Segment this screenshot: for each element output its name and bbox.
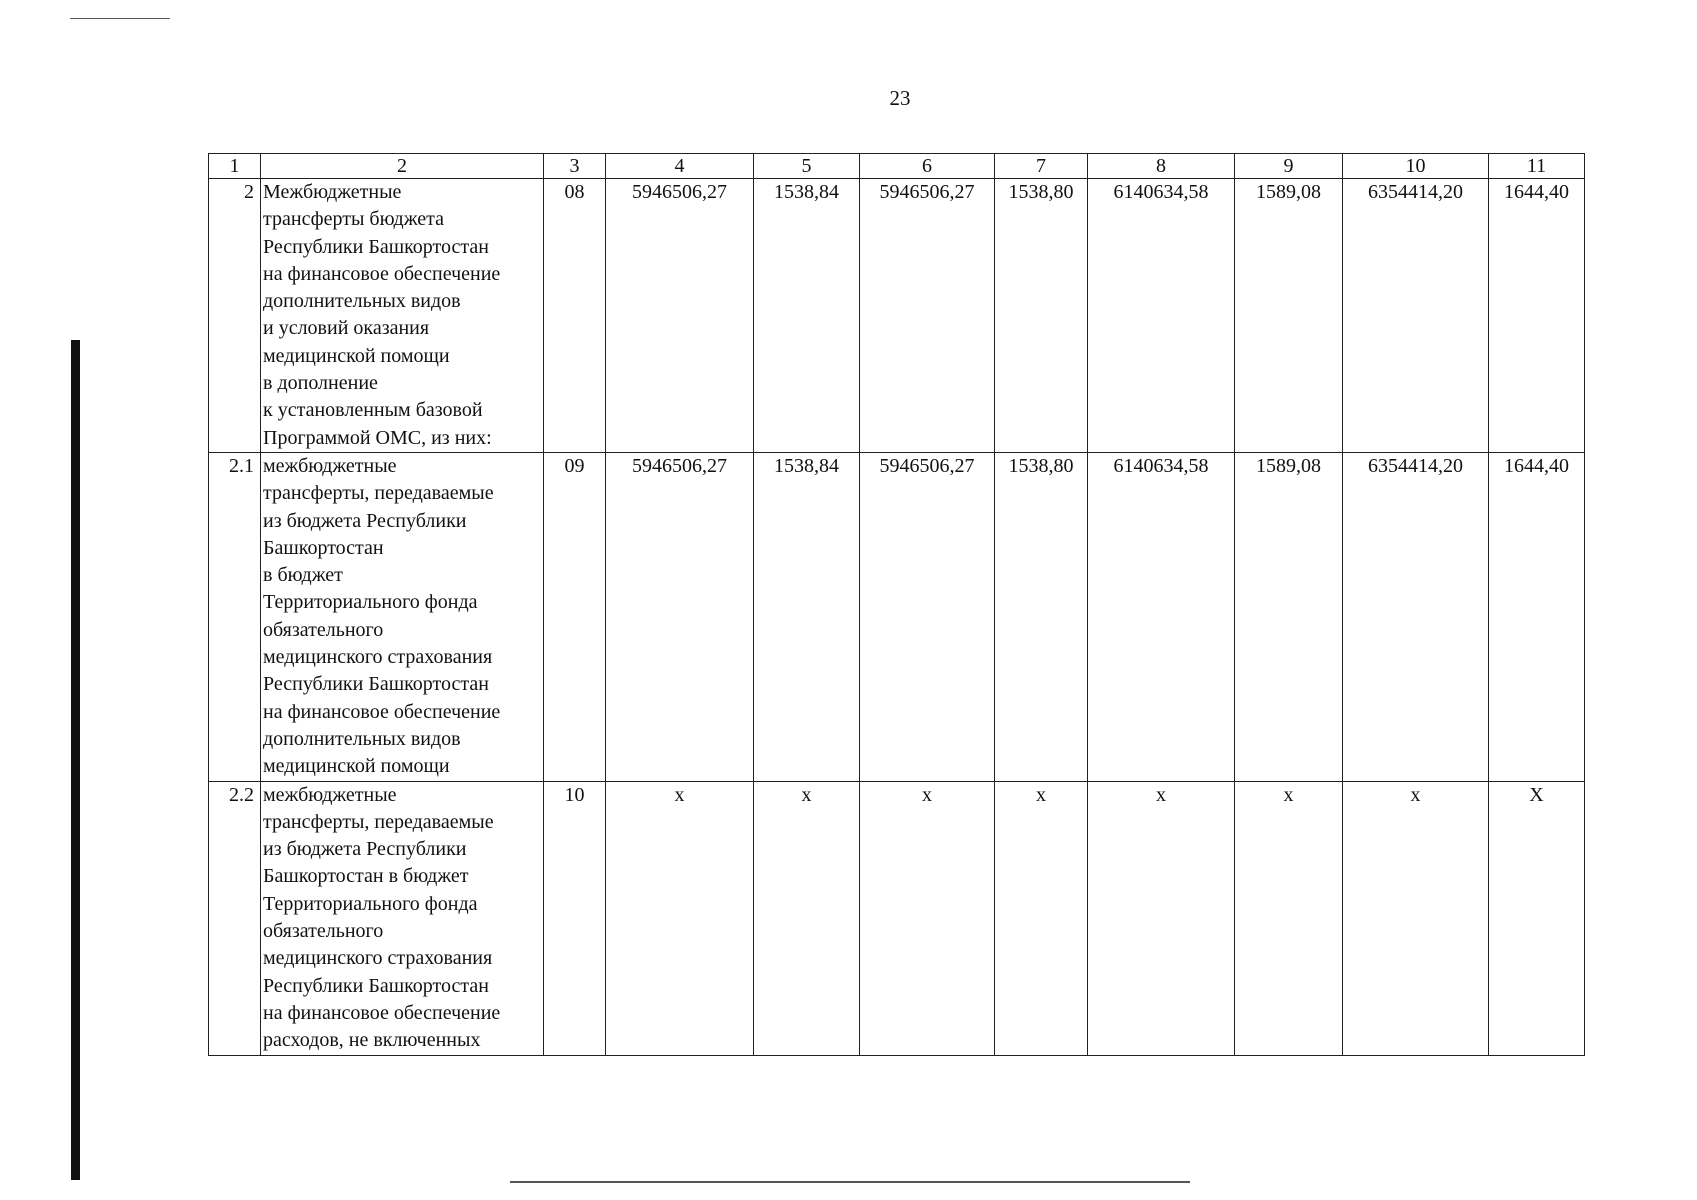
description-line: медицинской помощи: [263, 344, 450, 367]
header-cell: 10: [1343, 154, 1489, 179]
description-line: на финансовое обеспечение: [263, 700, 501, 723]
value-cell: 6354414,20: [1343, 453, 1489, 782]
value-cell: 1644,40: [1489, 179, 1585, 453]
value-cell: 5946506,27: [606, 179, 754, 453]
header-cell: 8: [1088, 154, 1235, 179]
header-cell: 7: [995, 154, 1088, 179]
value-cell: 5946506,27: [606, 453, 754, 782]
description-line: к установленным базовой: [263, 399, 483, 422]
header-cell: 9: [1235, 154, 1343, 179]
value-cell: 6354414,20: [1343, 179, 1489, 453]
value-cell: x: [995, 781, 1088, 1055]
header-cell: 3: [544, 154, 606, 179]
description-line: на финансовое обеспечение: [263, 1001, 501, 1024]
table-row: [209, 781, 1585, 1055]
value-cell: x: [606, 781, 754, 1055]
description-line: дополнительных видов: [263, 727, 461, 750]
description-line: из бюджета Республики: [263, 509, 467, 532]
value-cell: 1538,80: [995, 179, 1088, 453]
description-line: Территориального фонда: [263, 591, 478, 614]
header-cell: 6: [860, 154, 995, 179]
description-line: медицинского страхования: [263, 646, 493, 669]
description-line: в бюджет: [263, 564, 343, 587]
header-cell: 11: [1489, 154, 1585, 179]
table-row: [209, 179, 1585, 453]
value-cell: 1538,84: [754, 179, 860, 453]
row-description: [261, 179, 544, 453]
value-cell: 5946506,27: [860, 179, 995, 453]
value-cell: 1589,08: [1235, 179, 1343, 453]
row-number: 2.1: [209, 453, 261, 782]
value-cell: 6140634,58: [1088, 453, 1235, 782]
value-cell: x: [860, 781, 995, 1055]
page-number: 23: [889, 86, 911, 110]
value-cell: x: [754, 781, 860, 1055]
row-number: 2: [209, 179, 261, 453]
description-line: Территориального фонда: [263, 892, 478, 915]
description-line: межбюджетные: [263, 455, 397, 477]
value-cell: 5946506,27: [860, 453, 995, 782]
description-line: Республики Башкортостан: [263, 673, 489, 696]
value-cell: X: [1489, 781, 1585, 1055]
description-line: межбюджетные: [263, 783, 397, 806]
table-row: [209, 453, 1585, 782]
description-line: обязательного: [263, 920, 384, 943]
description-line: трансферты, передаваемые: [263, 810, 494, 833]
table-header-row: [209, 154, 1585, 179]
description-line: обязательного: [263, 618, 384, 641]
description-line: из бюджета Республики: [263, 838, 467, 861]
value-cell: x: [1235, 781, 1343, 1055]
description-line: дополнительных видов: [263, 290, 461, 313]
description-line: расходов, не включенных: [263, 1029, 481, 1052]
value-cell: 1589,08: [1235, 453, 1343, 782]
description-line: Республики Башкортостан: [263, 235, 489, 258]
row-code: 10: [544, 781, 606, 1055]
description-line: Башкортостан в бюджет: [263, 865, 469, 888]
description-line: на финансовое обеспечение: [263, 262, 501, 285]
description-line: медицинского страхования: [263, 947, 493, 970]
header-cell: 2: [261, 154, 544, 179]
value-cell: 1644,40: [1489, 453, 1585, 782]
value-cell: x: [1088, 781, 1235, 1055]
row-description: [261, 781, 544, 1055]
scan-artifact-bottom-line: [510, 1181, 1190, 1183]
description-line: трансферты, передаваемые: [263, 482, 494, 505]
description-line: в дополнение: [263, 372, 378, 395]
description-line: Республики Башкортостан: [263, 974, 489, 997]
budget-table: [208, 153, 1585, 1056]
row-description: [261, 453, 544, 782]
row-code: 08: [544, 179, 606, 453]
scan-artifact-top-line: [70, 18, 170, 19]
row-code: 09: [544, 453, 606, 782]
value-cell: 1538,84: [754, 453, 860, 782]
header-cell: 4: [606, 154, 754, 179]
description-line: Башкортостан: [263, 536, 384, 559]
value-cell: 1538,80: [995, 453, 1088, 782]
header-cell: 5: [754, 154, 860, 179]
header-cell: 1: [209, 154, 261, 179]
description-line: трансферты бюджета: [263, 208, 445, 231]
scan-artifact-left-bar: [71, 340, 80, 1180]
row-number: 2.2: [209, 781, 261, 1055]
value-cell: 6140634,58: [1088, 179, 1235, 453]
description-line: Программой ОМС, из них:: [263, 426, 492, 449]
description-line: и условий оказания: [263, 317, 430, 340]
description-line: медицинской помощи: [263, 755, 450, 778]
description-line: Межбюджетные: [263, 181, 402, 203]
value-cell: x: [1343, 781, 1489, 1055]
